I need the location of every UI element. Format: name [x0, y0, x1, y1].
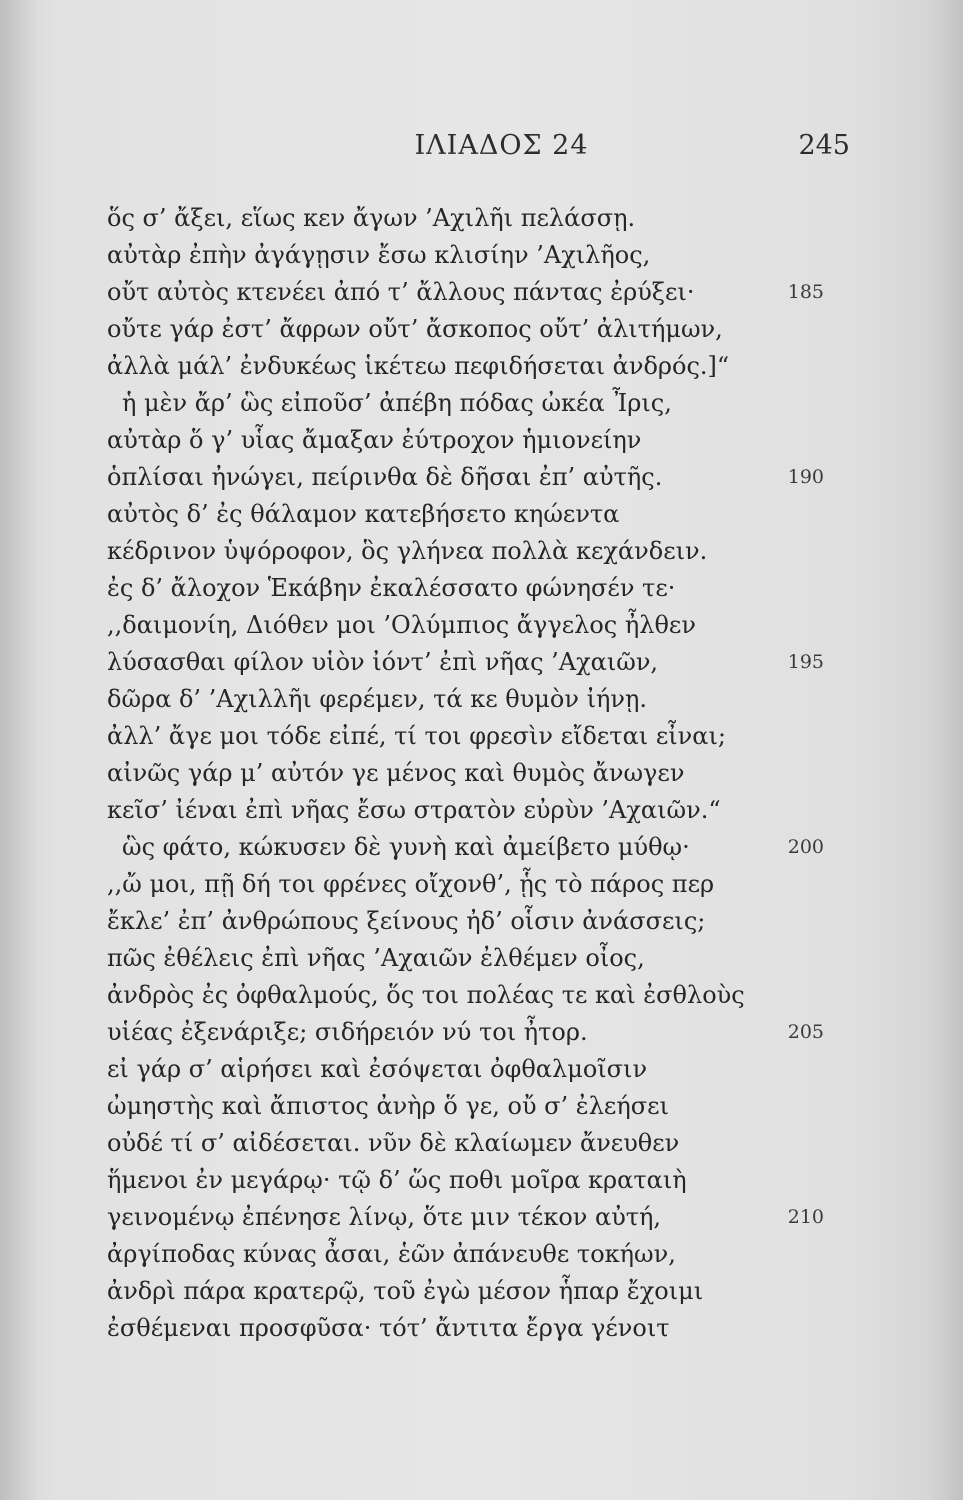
verse-line: αὐτὸς δ’ ἐς θάλαμον κατεβήσετο κηώεντα — [107, 500, 620, 528]
line-number: 205 — [787, 1021, 824, 1043]
verse-line: κεῖσ’ ἰέναι ἐπὶ νῆας ἔσω στρατὸν εὐρὺν ’Αχαιῶν.“ — [107, 796, 721, 824]
verse-line: ἐσθέμεναι προσφῦσα· τότ’ ἄντιτα ἔργα γένοιτ — [107, 1314, 670, 1342]
verse-line: ἥμενοι ἐν μεγάρῳ· τῷ δ’ ὥς ποθι μοῖρα κραταιὴ — [107, 1166, 687, 1194]
verse-line: ἔκλε’ ἐπ’ ἀνθρώπους ξείνους ἠδ’ οἷσιν ἀνάσσεις; — [107, 907, 706, 935]
verse-line: κέδρινον ὑψόροφον, ὃς γλήνεα πολλὰ κεχάνδειν. — [107, 537, 708, 565]
verse-line: οὔτε γάρ ἐστ’ ἄφρων οὔτ’ ἄσκοπος οὔτ’ ἀλιτήμων, — [107, 315, 723, 343]
verse-line: λύσασθαι φίλον υἱὸν ἰόντ’ ἐπὶ νῆας ’Αχαιῶν, — [107, 648, 659, 676]
verse-line: ὣς φάτο, κώκυσεν δὲ γυνὴ καὶ ἀμείβετο μύθῳ· — [122, 833, 690, 861]
verse-line: εἰ γάρ σ’ αἱρήσει καὶ ἐσόψεται ὀφθαλμοῖσιν — [107, 1055, 648, 1083]
verse-line: ἀργίποδας κύνας ἆσαι, ἑῶν ἀπάνευθε τοκήων, — [107, 1240, 676, 1268]
line-number: 195 — [787, 651, 824, 673]
verse-line: ἐς δ’ ἄλοχον Ἑκάβην ἐκαλέσσατο φώνησέν τε· — [107, 574, 676, 602]
verse-line: ,,ὤ μοι, πῇ δή τοι φρένες οἴχονθ’, ᾗς τὸ πάρος περ — [107, 870, 715, 898]
verse-line: ἀνδρὸς ἐς ὀφθαλμούς, ὅς τοι πολέας τε καὶ ἐσθλοὺς — [107, 981, 745, 1009]
line-number: 185 — [787, 281, 824, 303]
line-number: 190 — [787, 466, 824, 488]
verse-line: ,,δαιμονίη, Διόθεν μοι ’Ολύμπιος ἄγγελος ἦλθεν — [107, 611, 696, 639]
verse-line: γεινομένῳ ἐπένησε λίνῳ, ὅτε μιν τέκον αὐτή, — [107, 1203, 662, 1231]
running-header-title: ΙΛΙΑΔΟΣ 24 — [414, 130, 589, 161]
verse-line: υἱέας ἐξενάριξε; σιδήρειόν νύ τοι ἦτορ. — [107, 1018, 588, 1046]
verse-line: δῶρα δ’ ’Αχιλλῆι φερέμεν, τά κε θυμὸν ἰήνῃ. — [107, 685, 647, 713]
verse-line: πῶς ἐθέλεις ἐπὶ νῆας ’Αχαιῶν ἐλθέμεν οἶος, — [107, 944, 645, 972]
verse-line: οὐδέ τί σ’ αἰδέσεται. νῦν δὲ κλαίωμεν ἄνευθεν — [107, 1129, 680, 1157]
verse-line: αὐτὰρ ὅ γ’ υἷας ἄμαξαν ἐύτροχον ἡμιονείην — [107, 426, 642, 454]
verse-line: οὔτ αὐτὸς κτενέει ἀπό τ’ ἄλλους πάντας ἐρύξει· — [107, 278, 695, 306]
page-number: 245 — [798, 130, 850, 161]
verse-line: ἀλλ’ ἄγε μοι τόδε εἰπέ, τί τοι φρεσὶν εἴδεται εἶναι; — [107, 722, 726, 750]
verse-line: ὠμηστὴς καὶ ἄπιστος ἀνὴρ ὅ γε, οὔ σ’ ἐλεήσει — [107, 1092, 669, 1120]
verse-line: αἰνῶς γάρ μ’ αὐτόν γε μένος καὶ θυμὸς ἄνωγεν — [107, 759, 685, 787]
verse-line: ἡ μὲν ἄρ’ ὣς εἰποῦσ’ ἀπέβη πόδας ὠκέα Ἶρις, — [122, 389, 672, 417]
verse-line: ὅς σ’ ἄξει, εἵως κεν ἄγων ’Αχιλῆι πελάσσῃ. — [107, 204, 636, 232]
verse-line: αὐτὰρ ἐπὴν ἀγάγῃσιν ἔσω κλισίην ’Αχιλῆος, — [107, 241, 651, 269]
verse-line: ὁπλίσαι ἠνώγει, πείρινθα δὲ δῆσαι ἐπ’ αὐτῆς. — [107, 463, 663, 491]
verse-line: ἀλλὰ μάλ’ ἐνδυκέως ἱκέτεω πεφιδήσεται ἀνδρός.]“ — [107, 352, 730, 380]
line-number: 200 — [787, 836, 824, 858]
verse-line: ἀνδρὶ πάρα κρατερῷ, τοῦ ἐγὼ μέσον ἧπαρ ἔχοιμι — [107, 1277, 704, 1305]
line-number: 210 — [787, 1206, 824, 1228]
